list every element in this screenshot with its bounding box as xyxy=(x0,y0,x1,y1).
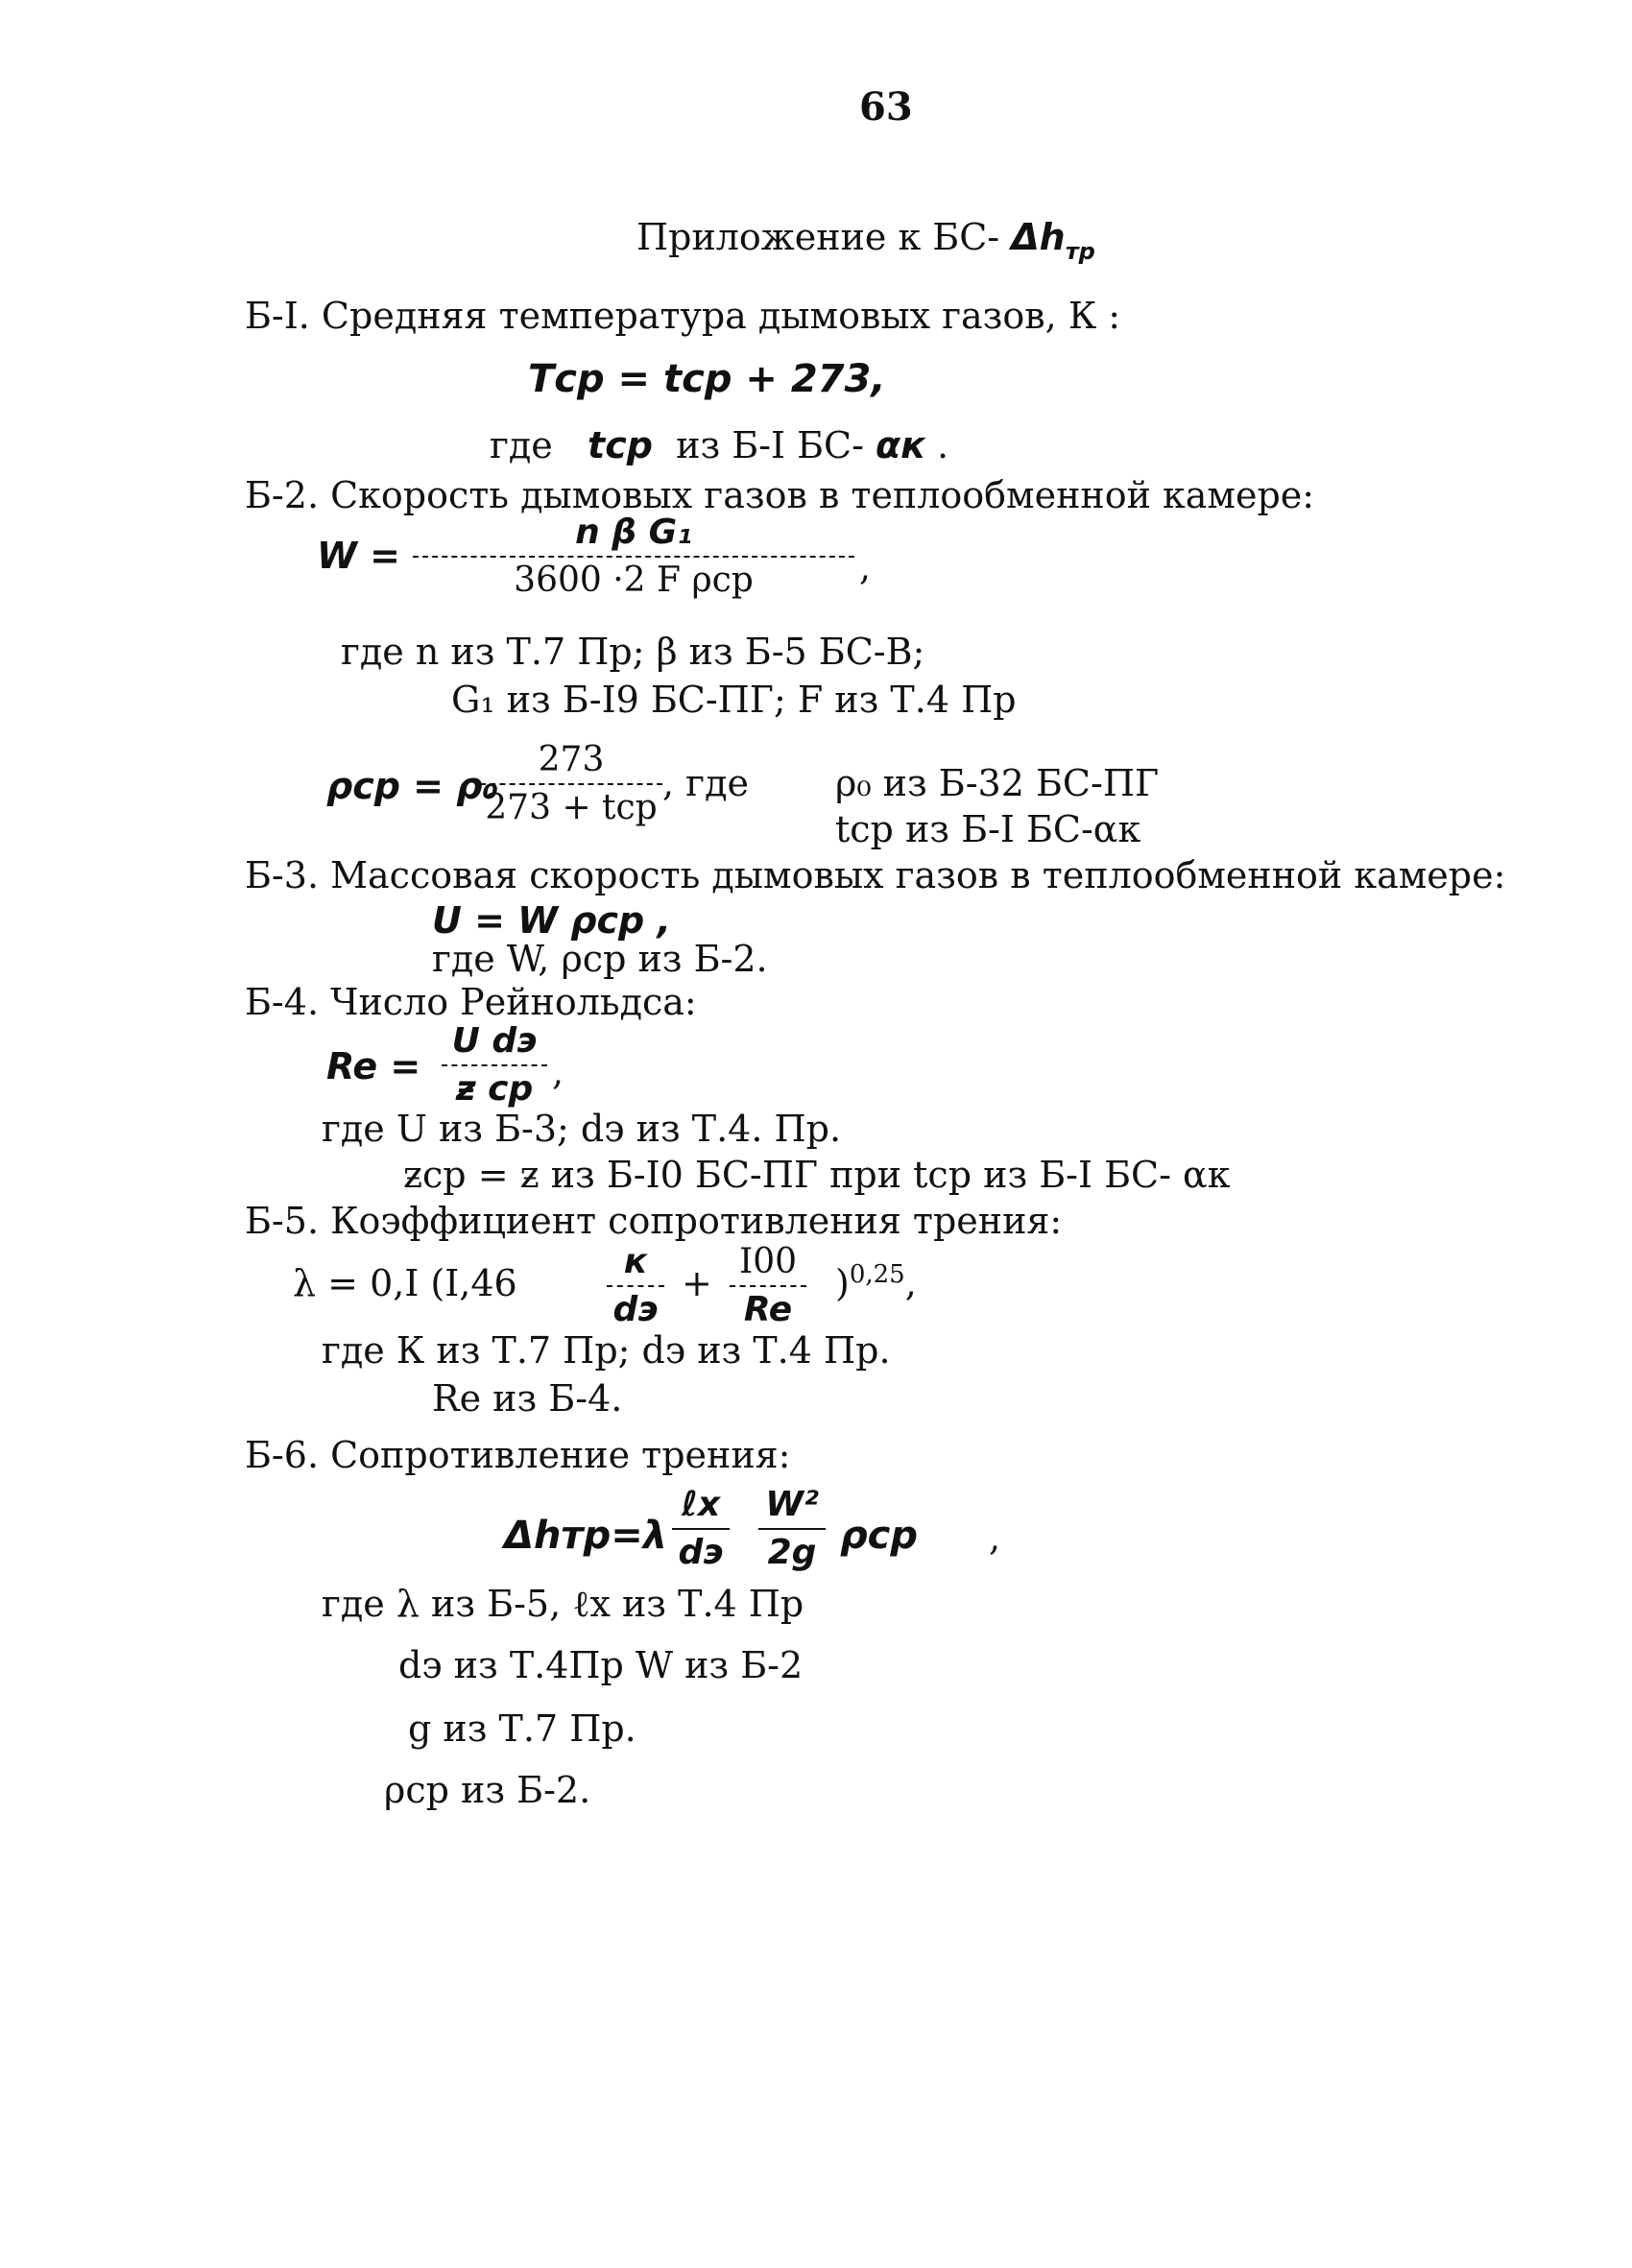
b6-f1-denominator: dэ xyxy=(678,1532,724,1572)
b5-f1-bar xyxy=(607,1285,664,1287)
b5-note-1: где К из Т.7 Пр; dэ из Т.4 Пр. xyxy=(322,1329,891,1372)
b6-note-2: dэ из Т.4Пр W из Б-2 xyxy=(398,1644,804,1686)
page-number: 63 xyxy=(859,84,913,130)
b5-fraction-2 xyxy=(730,1243,806,1328)
b5-f1-numerator: к xyxy=(623,1242,648,1281)
b5-comma: , xyxy=(904,1262,917,1304)
b5-title: Б-5. Коэффициент сопротивления трения: xyxy=(245,1200,1063,1242)
b2-rho-fraction xyxy=(480,741,662,826)
b4-numerator: U dэ xyxy=(451,1021,538,1061)
b5-f2-numerator: I00 xyxy=(738,1242,798,1281)
b6-note-3: g из Т.7 Пр. xyxy=(408,1707,636,1750)
b6-f1-numerator: ℓx xyxy=(681,1485,721,1524)
heading-delta-symbol: Δ xyxy=(1011,216,1040,258)
heading-text: Приложение к БС- xyxy=(636,216,1000,258)
b1-title: Б-I. Средняя температура дымовых газов, К : xyxy=(245,295,1121,337)
heading-sub: тр xyxy=(1065,238,1095,265)
b5-exponent: 0,25 xyxy=(849,1260,905,1289)
b6-f1-bar xyxy=(672,1528,730,1530)
b4-note-2: ƶср = ƶ из Б-I0 БС-ПГ при tср из Б-I БС- αк xyxy=(403,1154,1231,1196)
b5-f1-denominator: dэ xyxy=(612,1289,659,1329)
b2-fraction-bar xyxy=(413,556,854,558)
appendix-heading xyxy=(636,216,1095,265)
b2-rho-note-1: ρ₀ из Б-32 БС-ПГ xyxy=(835,762,1160,804)
b6-f2-numerator: W² xyxy=(765,1485,819,1524)
b1-note-ref: из Б-I БС- xyxy=(676,424,864,466)
b2-rho-note-2: tср из Б-I БС-αк xyxy=(835,808,1141,850)
b2-fraction xyxy=(413,513,854,599)
b4-fraction xyxy=(442,1022,547,1108)
b5-close-paren: ) xyxy=(835,1262,850,1304)
b6-note-1: где λ из Б-5, ℓx из Т.4 Пр xyxy=(322,1583,804,1625)
b6-note-4: ρср из Б-2. xyxy=(384,1769,591,1811)
b1-note-end: . xyxy=(937,424,949,466)
b5-plus: + xyxy=(682,1262,712,1304)
b2-rho-lhs: ρср = ρ₀ xyxy=(326,765,499,807)
b2-title: Б-2. Скорость дымовых газов в теплообменной камере: xyxy=(245,474,1315,516)
b6-fraction-1 xyxy=(672,1486,730,1571)
b6-f2-denominator: 2g xyxy=(767,1532,817,1572)
b2-where-2: G₁ из Б-I9 БС-ПГ; F из Т.4 Пр xyxy=(451,679,1017,721)
b4-title: Б-4. Число Рейнольдса: xyxy=(245,981,697,1023)
b2-lhs: W = xyxy=(317,535,400,577)
b5-f2-bar xyxy=(730,1285,806,1287)
b2-rho-denominator: 273 + tср xyxy=(485,787,658,827)
b5-lhs: λ = 0,I (I,46 xyxy=(293,1262,517,1304)
b4-denominator: ƶ ср xyxy=(455,1068,534,1109)
b2-rho-where: , где xyxy=(662,762,749,804)
b2-where-1: где n из Т.7 Пр; β из Б-5 БС-В; xyxy=(341,631,925,673)
b1-note xyxy=(490,424,949,466)
b6-title: Б-6. Сопротивление трения: xyxy=(245,1434,791,1476)
b2-rho-numerator: 273 xyxy=(538,740,605,779)
b3-note: где W, ρср из Б-2. xyxy=(432,938,768,980)
b6-fraction-2 xyxy=(758,1486,826,1571)
b2-numerator: n β G₁ xyxy=(575,513,692,552)
b6-rho: ρср xyxy=(840,1514,918,1558)
b6-lhs: Δhтр=λ xyxy=(504,1514,668,1558)
b2-rho-fraction-bar xyxy=(480,783,662,785)
b3-formula: U = W ρср , xyxy=(432,899,671,942)
b5-f2-denominator: Re xyxy=(743,1289,793,1329)
b4-lhs: Re = xyxy=(326,1045,421,1087)
b3-title: Б-3. Массовая скорость дымовых газов в теплообменной камере: xyxy=(245,854,1506,896)
b5-close xyxy=(835,1260,917,1304)
b4-comma: , xyxy=(552,1051,564,1093)
b6-f2-bar xyxy=(758,1528,826,1530)
b5-note-2: Re из Б-4. xyxy=(432,1377,623,1420)
b2-denominator: 3600 ·2 F ρср xyxy=(514,560,754,600)
heading-h: h xyxy=(1039,216,1066,258)
b2-comma: , xyxy=(859,546,872,588)
b5-fraction-1 xyxy=(607,1243,664,1328)
b4-fraction-bar xyxy=(442,1064,547,1066)
b1-note-var: tср xyxy=(588,424,653,466)
b6-comma: , xyxy=(989,1516,1001,1559)
b1-formula: Tср = tср + 273, xyxy=(528,357,886,401)
b4-note-1: где U из Б-3; dэ из Т.4. Пр. xyxy=(322,1108,842,1150)
b1-note-alpha: αк xyxy=(876,424,925,466)
b1-note-where: где xyxy=(490,424,553,466)
